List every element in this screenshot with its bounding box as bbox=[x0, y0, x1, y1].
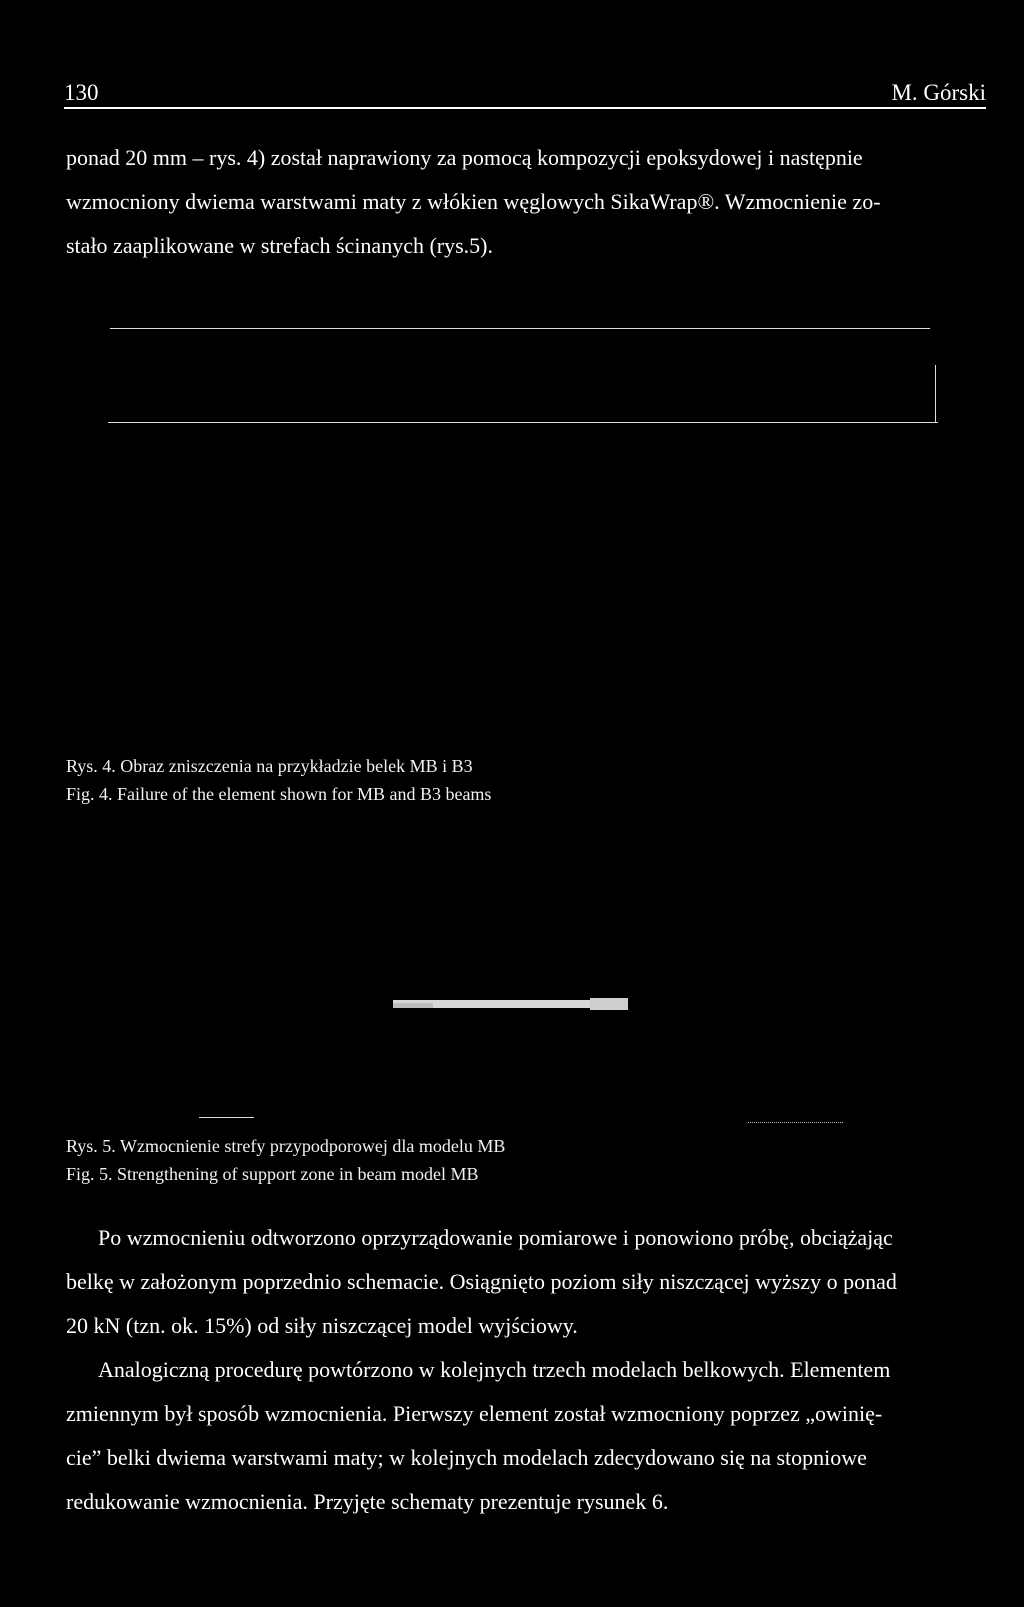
intro-paragraph bbox=[66, 136, 986, 268]
text-line: ponad 20 mm – rys. 4) został naprawiony za pomocą kompozycji epoksydowej i następnie bbox=[66, 145, 863, 170]
figure-4-caption-en: Fig. 4. Failure of the element shown for MB and B3 beams bbox=[66, 784, 492, 804]
text-line: belkę w założonym poprzednio schemacie. Osiągnięto poziom siły niszczącej wyższy o ponad bbox=[66, 1269, 897, 1294]
figure-5-caption-pl: Rys. 5. Wzmocnienie strefy przypodporowej dla modelu MB bbox=[66, 1136, 506, 1156]
text-line: wzmocniony dwiema warstwami maty z włókien węglowych SikaWrap®. Wzmocnienie zo- bbox=[66, 189, 881, 214]
strengthening-strip-graphic bbox=[100, 860, 940, 1130]
figure-5-right-mark bbox=[748, 1122, 843, 1123]
text-line: cie” belki dwiema warstwami maty; w kolejnych modelach zdecydowano się na stopniowe bbox=[66, 1445, 867, 1470]
text-line: zmiennym był sposób wzmocnienia. Pierwszy element został wzmocniony poprzez „owinię- bbox=[66, 1401, 883, 1426]
text-line: redukowanie wzmocnienia. Przyjęte schematy prezentuje rysunek 6. bbox=[66, 1489, 669, 1514]
body-paragraph-1 bbox=[66, 1216, 986, 1348]
page-number: 130 bbox=[64, 80, 99, 105]
header-rule bbox=[64, 107, 986, 109]
figure-5-caption-en: Fig. 5. Strengthening of support zone in beam model MB bbox=[66, 1164, 479, 1184]
beam-end-edge bbox=[935, 365, 936, 423]
figure-4-caption-pl: Rys. 4. Obraz zniszczenia na przykładzie belek MB i B3 bbox=[66, 756, 473, 776]
text-line: Analogiczną procedurę powtórzono w kolejnych trzech modelach belkowych. Elementem bbox=[98, 1357, 891, 1382]
body-paragraph-2 bbox=[66, 1348, 986, 1524]
text-line: stało zaaplikowane w strefach ścinanych (rys.5). bbox=[66, 233, 494, 258]
beam-bottom-edge bbox=[108, 422, 938, 423]
figure-5-image bbox=[100, 860, 940, 1130]
figure-5-left-mark bbox=[199, 1117, 254, 1118]
running-head-author: M. Górski bbox=[891, 80, 986, 105]
beam-top-edge bbox=[110, 328, 930, 329]
text-line: Po wzmocnieniu odtworzono oprzyrządowanie pomiarowe i ponowiono próbę, obciążając bbox=[98, 1225, 893, 1250]
text-line: 20 kN (tzn. ok. 15%) od siły niszczącej model wyjściowy. bbox=[66, 1313, 578, 1338]
figure-4-image bbox=[100, 310, 940, 730]
